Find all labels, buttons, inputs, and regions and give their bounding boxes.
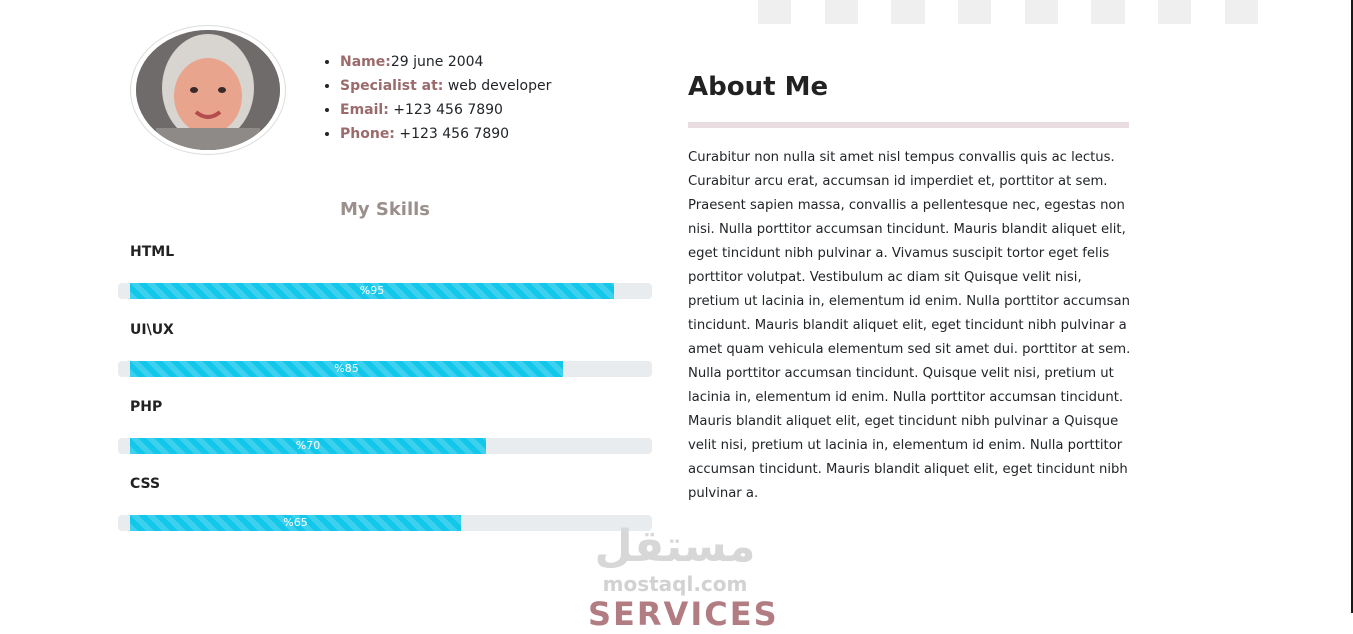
- services-heading: SERVICES: [588, 595, 779, 633]
- skill-bar-php: [118, 438, 652, 454]
- info-value: web developer: [443, 78, 552, 94]
- skill-bar-fill: %70: [130, 438, 486, 454]
- avatar-frame: [130, 25, 286, 155]
- decorative-checker-pattern: [758, 0, 1258, 24]
- about-title: About Me: [688, 72, 829, 102]
- skill-bar-fill: %65: [130, 515, 461, 531]
- skill-bar-html: [118, 283, 652, 299]
- skill-bar-uiux: [118, 361, 652, 377]
- watermark: [572, 522, 778, 596]
- watermark-arabic: مستقل: [594, 521, 756, 572]
- skill-bar-fill: %85: [130, 361, 563, 377]
- info-key: Specialist at:: [340, 78, 444, 94]
- info-value: +123 456 7890: [394, 126, 510, 142]
- skill-name-php: PHP: [130, 399, 163, 415]
- info-specialist: [340, 74, 551, 98]
- info-value: +123 456 7890: [388, 102, 503, 118]
- info-key: Name:: [340, 54, 391, 70]
- avatar: [136, 30, 280, 150]
- skills-title: My Skills: [339, 199, 431, 220]
- info-phone: [340, 122, 551, 146]
- skill-name-uiux: UI\UX: [130, 322, 174, 338]
- info-name: [340, 50, 551, 74]
- info-email: [340, 98, 551, 122]
- skill-name-html: HTML: [130, 244, 175, 260]
- info-value: 29 june 2004: [390, 54, 484, 70]
- skill-name-css: CSS: [130, 476, 161, 492]
- profile-info-list: [316, 50, 551, 146]
- skill-bar-fill: %95: [130, 283, 614, 299]
- avatar-photo: [136, 30, 280, 150]
- about-text: Curabitur non nulla sit amet nisl tempus convallis quis ac lectus. Curabitur arcu erat, accumsan id imperdiet et, porttitor at sem. Praesent sapien massa, convallis a pellentesque nec, egestas non nisi. Nulla porttitor accumsan tincidunt. Mauris blandit aliquet elit, eget tincidunt nibh pulvinar a. Vivamus suscipit tortor eget felis porttitor volutpat. Vestibulum ac diam sit Quisque velit nisi, pretium ut lacinia in, elementum id enim. Nulla porttitor accumsan tincidunt. Mauris blandit aliquet elit, eget tincidunt nibh pulvinar a amet quam vehicula elementum sed sit amet dui. porttitor at sem. Nulla porttitor accumsan tincidunt. Quisque velit nisi, pretium ut lacinia in, elementum id enim. Nulla porttitor accumsan tincidunt. Mauris blandit aliquet elit, eget tincidunt nibh pulvinar a Quisque velit nisi, pretium ut lacinia in, elementum id enim. Nulla porttitor accumsan tincidunt. Mauris blandit aliquet elit, eget tincidunt nibh pulvinar a.: [688, 150, 1131, 501]
- info-key: Phone:: [340, 126, 395, 142]
- about-divider: [688, 122, 1129, 128]
- watermark-latin: mostaql.com: [602, 572, 748, 596]
- info-key: Email:: [340, 102, 389, 118]
